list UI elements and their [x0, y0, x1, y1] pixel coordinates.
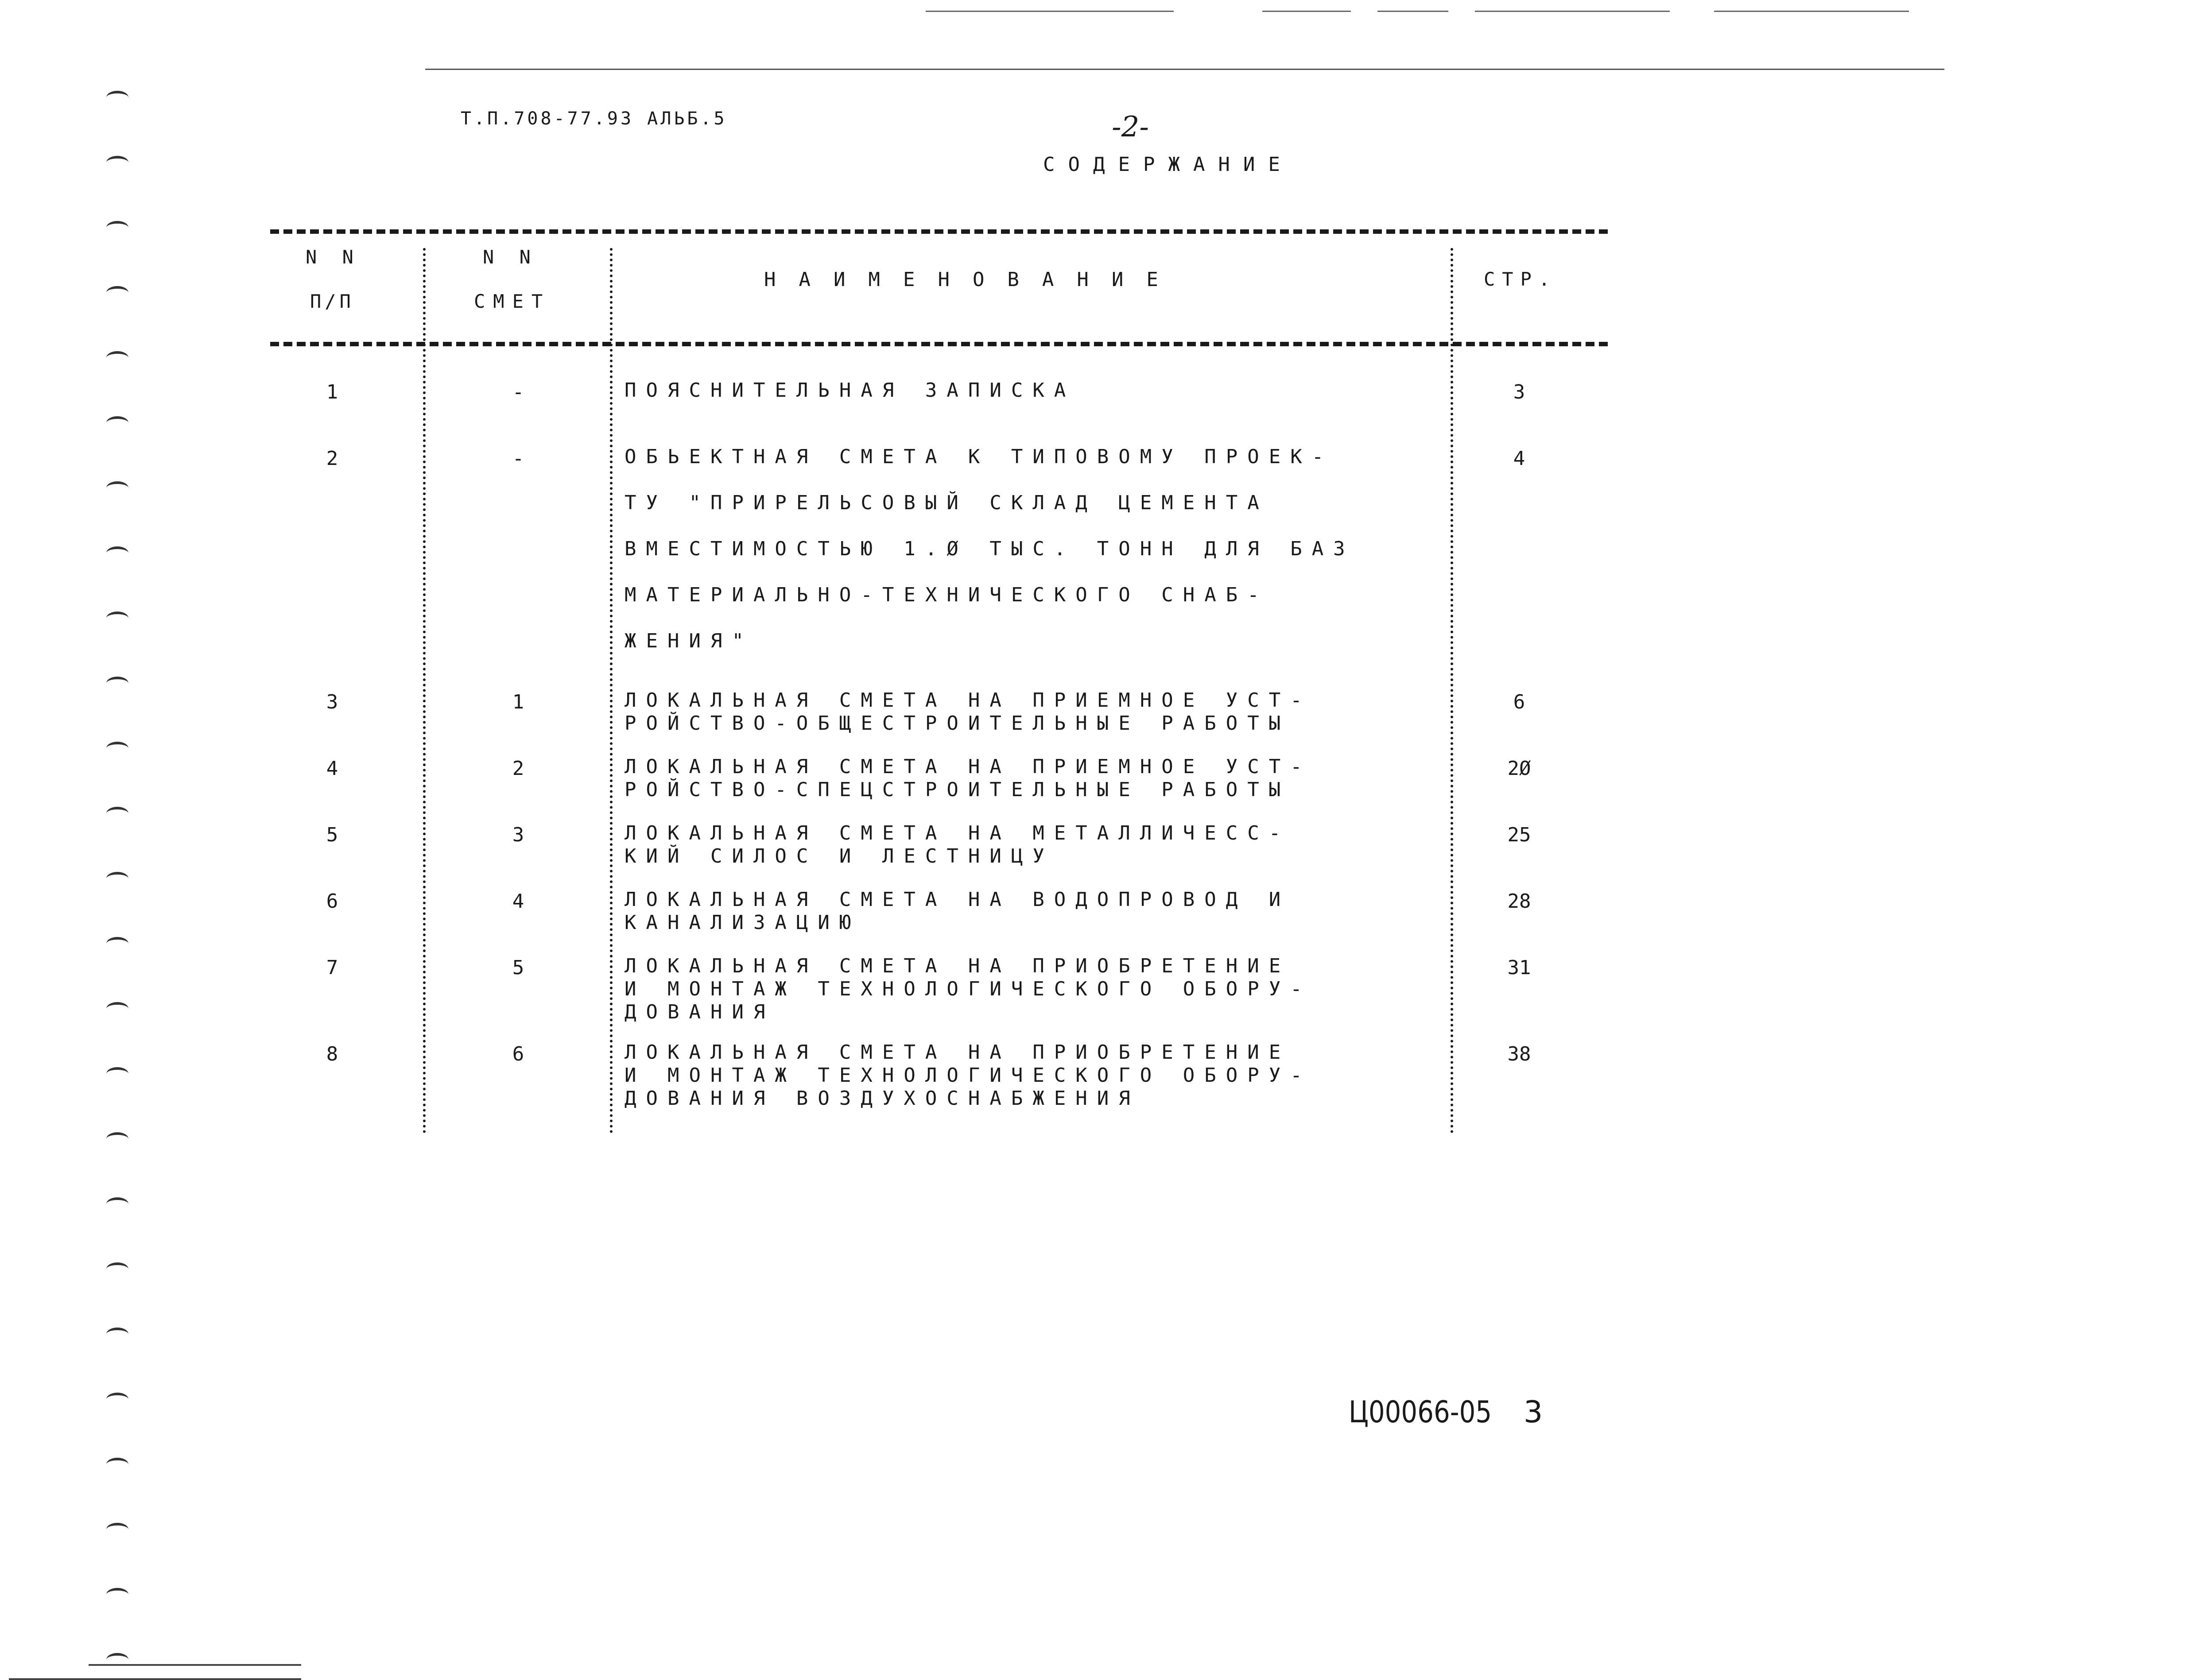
header-smet-1: N N — [483, 246, 538, 268]
row-estimate-number: - — [512, 447, 524, 470]
row-estimate-number: - — [512, 381, 524, 403]
binding-hole-mark — [106, 1328, 128, 1341]
binding-hole-mark — [106, 416, 128, 430]
row-number: 7 — [326, 956, 338, 979]
binding-hole-mark — [106, 286, 128, 299]
binding-hole-mark — [106, 677, 128, 690]
top-rule — [1475, 11, 1670, 12]
row-estimate-number: 6 — [512, 1043, 524, 1065]
binding-hole-mark — [106, 221, 128, 234]
row-estimate-number: 1 — [512, 691, 524, 713]
binding-hole-mark — [106, 351, 128, 364]
row-title-line: ЛОКАЛЬНАЯ СМЕТА НА ПРИОБРЕТЕНИЕ — [625, 1041, 1291, 1064]
header-rule — [425, 69, 1944, 70]
page-mark: -2- — [1112, 111, 1149, 143]
binding-hole-mark — [106, 872, 128, 885]
row-title-line: ТУ "ПРИРЕЛЬСОВЫЙ СКЛАД ЦЕМЕНТА — [625, 492, 1269, 514]
bottom-rule — [9, 1678, 301, 1680]
header-num-2: П/П — [310, 290, 354, 312]
page-title: СОДЕРЖАНИЕ — [1043, 153, 1293, 176]
row-page: 28 — [1507, 890, 1531, 913]
row-title-line: ПОЯСНИТЕЛЬНАЯ ЗАПИСКА — [625, 379, 1076, 402]
row-estimate-number: 2 — [512, 757, 524, 780]
row-page: 3 — [1513, 381, 1525, 403]
row-title-line: ЛОКАЛЬНАЯ СМЕТА НА ПРИЕМНОЕ УСТ- — [625, 689, 1312, 712]
row-title-line: РОЙСТВО-ОБЩЕСТРОИТЕЛЬНЫЕ РАБОТЫ — [625, 712, 1291, 735]
binding-hole-mark — [106, 481, 128, 495]
binding-hole-mark — [106, 156, 128, 169]
header-page: СТР. — [1484, 268, 1557, 290]
row-title-line: ЛОКАЛЬНАЯ СМЕТА НА ПРИОБРЕТЕНИЕ — [625, 955, 1291, 977]
row-page: 4 — [1513, 447, 1525, 470]
row-number: 5 — [326, 824, 338, 846]
col-separator — [610, 248, 613, 1134]
row-number: 1 — [326, 381, 338, 403]
row-estimate-number: 5 — [512, 956, 524, 979]
row-number: 3 — [326, 691, 338, 713]
top-rule — [1714, 11, 1909, 12]
doc-code: Т.П.708-77.93 АЛЬБ.5 — [461, 108, 727, 129]
binding-hole-mark — [106, 1132, 128, 1146]
row-title-line: РОЙСТВО-СПЕЦСТРОИТЕЛЬНЫЕ РАБОТЫ — [625, 778, 1291, 801]
binding-hole-mark — [106, 937, 128, 950]
row-title-line: ЛОКАЛЬНАЯ СМЕТА НА ВОДОПРОВОД И — [625, 888, 1291, 911]
row-number: 2 — [326, 447, 338, 470]
binding-hole-mark — [106, 1262, 128, 1276]
row-title-line: МАТЕРИАЛЬНО-ТЕХНИЧЕСКОГО СНАБ- — [625, 584, 1269, 606]
row-title-line: ОБЬЕКТНАЯ СМЕТА К ТИПОВОМУ ПРОЕК- — [625, 445, 1334, 468]
top-rule — [926, 11, 1174, 12]
binding-hole-mark — [106, 1458, 128, 1471]
binding-hole-mark — [106, 1588, 128, 1601]
row-page: 2Ø — [1507, 757, 1531, 780]
row-title-line: ДОВАНИЯ ВОЗДУХОСНАБЖЕНИЯ — [625, 1087, 1140, 1110]
table-header-rule — [270, 342, 1608, 346]
row-title-line: И МОНТАЖ ТЕХНОЛОГИЧЕСКОГО ОБОРУ- — [625, 1064, 1312, 1087]
archive-stamp: Ц00066-05 — [1349, 1395, 1492, 1430]
row-title-line: ЛОКАЛЬНАЯ СМЕТА НА МЕТАЛЛИЧЕСС- — [625, 822, 1291, 844]
row-page: 25 — [1507, 824, 1531, 846]
binding-hole-mark — [106, 612, 128, 625]
binding-hole-mark — [106, 1067, 128, 1080]
stamp-page: 3 — [1524, 1395, 1543, 1430]
header-num-1: N N — [306, 246, 361, 268]
row-title-line: КАНАЛИЗАЦИЮ — [625, 911, 861, 934]
binding-hole-mark — [106, 807, 128, 820]
binding-hole-mark — [106, 1523, 128, 1536]
col-separator — [1451, 248, 1453, 1134]
row-number: 8 — [326, 1043, 338, 1065]
row-page: 6 — [1513, 691, 1525, 713]
binding-hole-mark — [106, 1002, 128, 1015]
binding-hole-mark — [106, 1393, 128, 1406]
table-top-rule — [270, 229, 1608, 234]
row-title-line: ДОВАНИЯ — [625, 1001, 775, 1023]
row-number: 4 — [326, 757, 338, 780]
row-number: 6 — [326, 890, 338, 913]
binding-hole-mark — [106, 1197, 128, 1211]
row-title-line: ВМЕСТИМОСТЬЮ 1.Ø ТЫС. ТОНН ДЛЯ БАЗ — [625, 538, 1355, 560]
col-separator — [423, 248, 426, 1134]
binding-hole-mark — [106, 546, 128, 560]
header-name: НАИМЕНОВАНИЕ — [764, 268, 1181, 291]
header-smet-2: СМЕТ — [474, 290, 551, 312]
row-title-line: И МОНТАЖ ТЕХНОЛОГИЧЕСКОГО ОБОРУ- — [625, 978, 1312, 1000]
top-rule — [1262, 11, 1351, 12]
row-title-line: ЛОКАЛЬНАЯ СМЕТА НА ПРИЕМНОЕ УСТ- — [625, 755, 1312, 778]
bottom-rule — [89, 1664, 301, 1666]
row-estimate-number: 4 — [512, 890, 524, 913]
row-page: 38 — [1507, 1043, 1531, 1065]
row-estimate-number: 3 — [512, 824, 524, 846]
row-title-line: ЖЕНИЯ" — [625, 630, 753, 652]
row-page: 31 — [1507, 956, 1531, 979]
row-title-line: КИЙ СИЛОС И ЛЕСТНИЦУ — [625, 845, 1054, 867]
binding-hole-mark — [106, 742, 128, 755]
binding-hole-mark — [106, 91, 128, 104]
top-rule — [1377, 11, 1448, 12]
